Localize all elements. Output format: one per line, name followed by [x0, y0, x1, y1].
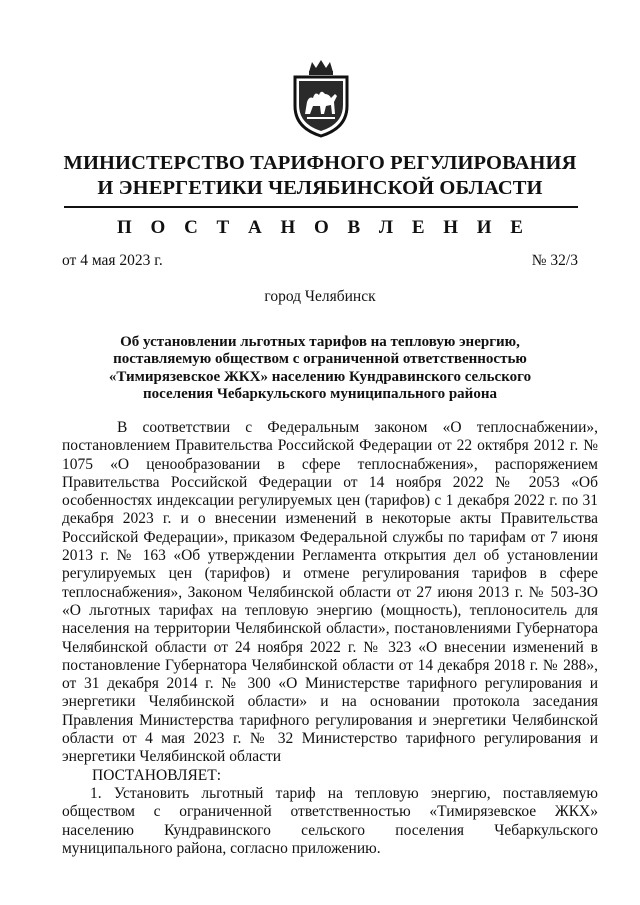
coat-of-arms-icon: [289, 58, 353, 138]
document-city: город Челябинск: [264, 288, 376, 305]
header-divider: [64, 206, 578, 208]
document-title: Об установлении льготных тарифов на тепловую энергию, поставляемую обществом с ограниченной ответственностью «Тимирязевское ЖКХ» населению Кундравинского сельского поселения Чебаркульского муниципального района: [108, 334, 532, 402]
document-date: от 4 мая 2023 г.: [62, 252, 163, 269]
preamble-paragraph: В соответствии с Федеральным законом «О теплоснабжении», постановлением Правительства Российской Федерации от 22 октября 2012 г. № 1075 «О ценообразовании в сфере теплоснабжения», распоряжением Правительства Российской Федерации от 14 ноября 2022 № 2053 «Об особенностях индексации регулируемых цен (тарифов) с 1 декабря 2022 г. по 31 декабря 2023 г. и о внесении изменений в некоторые акты Правительства Российской Федерации», приказом Федеральной службы по тарифам от 7 июня 2013 г. № 163 «Об утверждении Регламента открытия дел об установлении регулируемых цен (тарифов) и отмене регулирования тарифов в сфере теплоснабжения», Законом Челябинской области от 27 июня 2013 г. № 503-ЗО «О льготных тарифах на тепловую энергию (мощность), теплоноситель для населения на территории Челябинской области», постановлениями Губернатора Челябинской области от 24 ноября 2022 г. № 323 «О внесении изменений в постановление Губернатора Челябинской области от 14 декабря 2018 г. № 288», от 31 декабря 2014 г. № 300 «О Министерстве тарифного регулирования и энергетики Челябинской области» и на основании протокола заседания Правления Министерства тарифного регулирования и энергетики Челябинской области от 4 мая 2023 г. № 32 Министерство тарифного регулирования и энергетики Челябинской области: [62, 419, 598, 766]
document-number: № 32/3: [531, 252, 578, 269]
resolution-item-1: 1. Установить льготный тариф на тепловую энергию, поставляемую обществом с ограниченной ответственностью «Тимирязевское ЖКХ» населению Кундравинского сельского поселения Чебаркульского муниципального района, согласно приложению.: [62, 784, 598, 857]
ministry-name-line1: МИНИСТЕРСТВО ТАРИФНОГО РЕГУЛИРОВАНИЯ: [63, 152, 577, 174]
resolves-heading: ПОСТАНОВЛЯЕТ:: [92, 766, 222, 784]
document-type: П О С Т А Н О В Л Е Н И Е: [117, 217, 530, 238]
ministry-name-line2: И ЭНЕРГЕТИКИ ЧЕЛЯБИНСКОЙ ОБЛАСТИ: [97, 177, 543, 199]
document-body: [62, 419, 598, 858]
